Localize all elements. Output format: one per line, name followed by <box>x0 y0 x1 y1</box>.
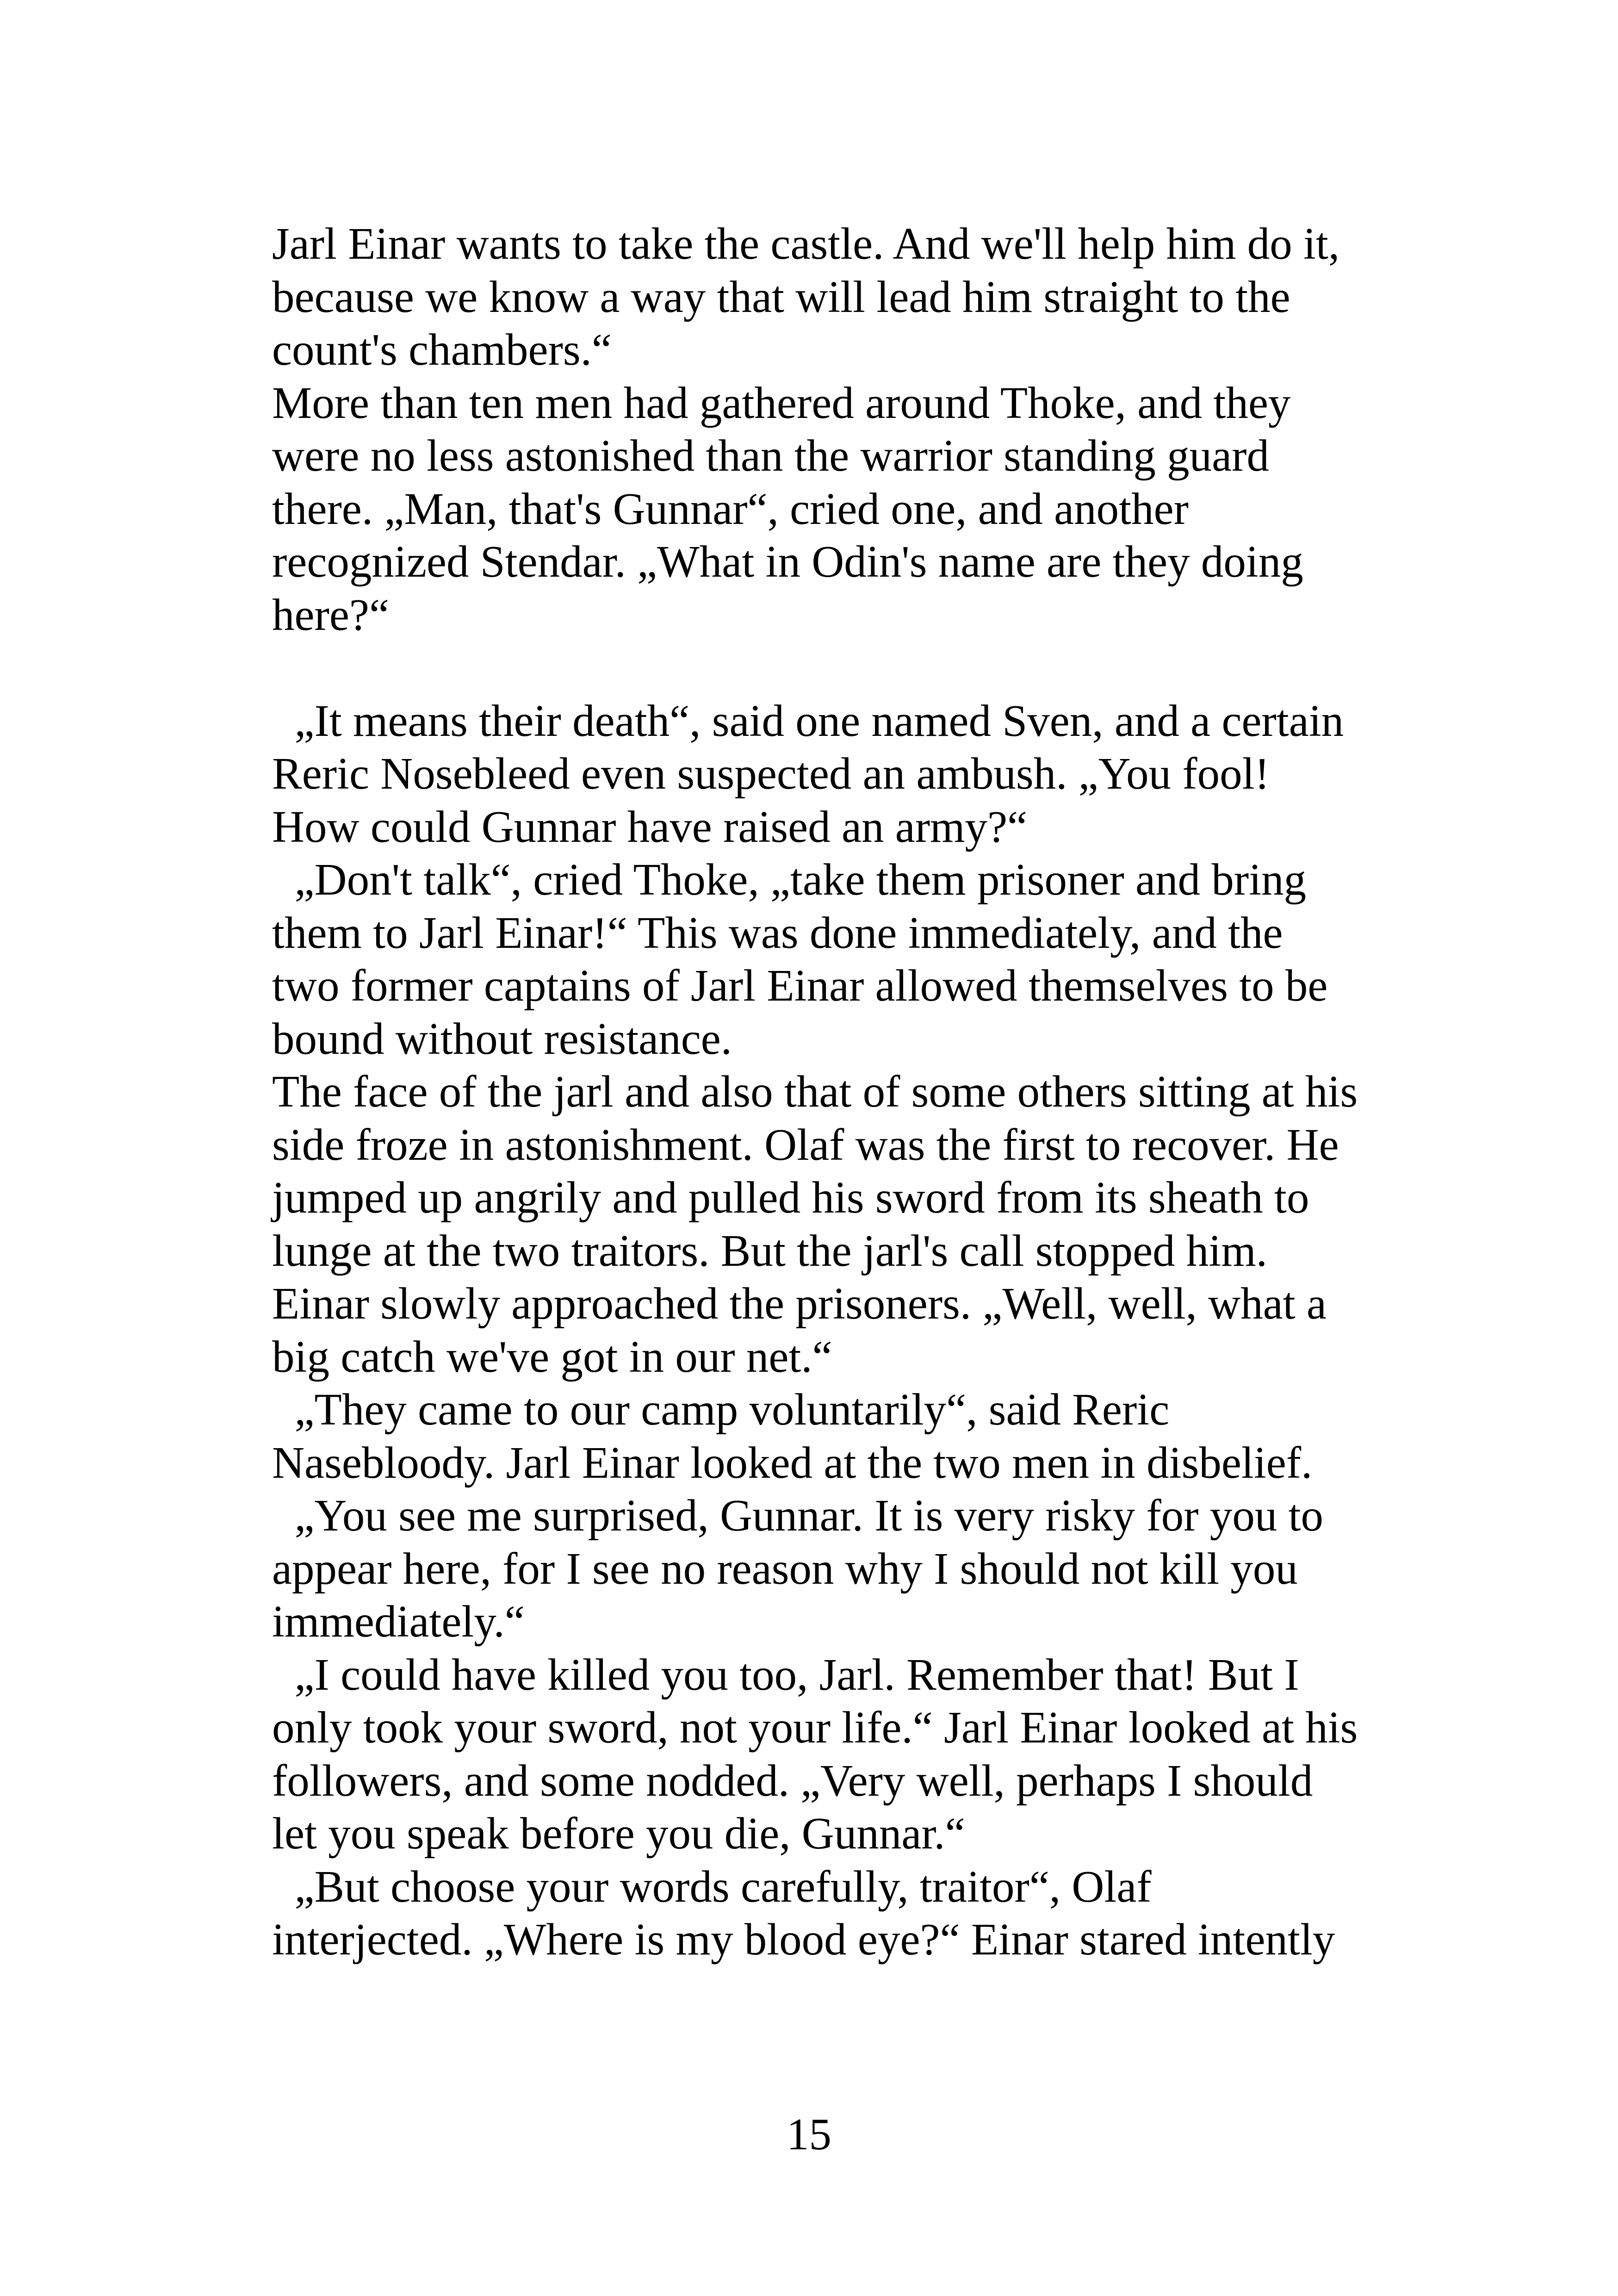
text-line: „It means their death“, said one named Sven, and a certain <box>272 696 1344 746</box>
text-line: How could Gunnar have raised an army?“ <box>272 802 1028 852</box>
page-number: 15 <box>787 2109 831 2159</box>
text-line: Nasebloody. Jarl Einar looked at the two men in disbelief. <box>272 1437 1313 1487</box>
text-line: „Don't talk“, cried Thoke, „take them prisoner and bring <box>272 855 1307 904</box>
text-line: followers, and some nodded. „Very well, perhaps I should <box>272 1755 1313 1805</box>
text-line: let you speak before you die, Gunnar.“ <box>272 1809 965 1858</box>
text-line: More than ten men had gathered around Thoke, and they <box>272 378 1291 428</box>
text-line: appear here, for I see no reason why I should not kill you <box>272 1543 1298 1593</box>
text-line: Einar slowly approached the prisoners. „Well, well, what a <box>272 1279 1327 1328</box>
text-line: „You see me surprised, Gunnar. It is very risky for you to <box>272 1491 1324 1540</box>
text-line: jumped up angrily and pulled his sword from its sheath to <box>272 1173 1309 1222</box>
body-text <box>272 218 1429 1966</box>
blank-line <box>272 641 1429 695</box>
text-line: them to Jarl Einar!“ This was done immediately, and the <box>272 908 1283 958</box>
text-line: interjected. „Where is my blood eye?“ Einar stared intently <box>272 1915 1335 1964</box>
text-line: The face of the jarl and also that of some others sitting at his <box>272 1067 1358 1116</box>
text-line: side froze in astonishment. Olaf was the first to recover. He <box>272 1120 1339 1170</box>
text-line: here?“ <box>272 590 390 640</box>
text-line: „But choose your words carefully, traitor“, Olaf <box>272 1861 1152 1911</box>
text-line: Jarl Einar wants to take the castle. And we'll help him do it, <box>272 219 1340 268</box>
text-line: only took your sword, not your life.“ Jarl Einar looked at his <box>272 1703 1358 1752</box>
text-line: bound without resistance. <box>272 1014 732 1064</box>
text-line: because we know a way that will lead him straight to the <box>272 272 1290 322</box>
text-line: recognized Stendar. „What in Odin's name are they doing <box>272 537 1303 586</box>
text-line: lunge at the two traitors. But the jarl's call stopped him. <box>272 1226 1268 1276</box>
text-line: Reric Nosebleed even suspected an ambush. „You fool! <box>272 749 1270 798</box>
text-line: „They came to our camp voluntarily“, said Reric <box>272 1385 1170 1434</box>
text-line: count's chambers.“ <box>272 325 612 374</box>
text-line: two former captains of Jarl Einar allowed themselves to be <box>272 961 1328 1010</box>
text-line: immediately.“ <box>272 1597 525 1646</box>
text-line: „I could have killed you too, Jarl. Remember that! But I <box>272 1649 1299 1699</box>
text-line: there. „Man, that's Gunnar“, cried one, and another <box>272 484 1189 534</box>
text-line: big catch we've got in our net.“ <box>272 1332 832 1381</box>
text-line: were no less astonished than the warrior standing guard <box>272 431 1269 480</box>
